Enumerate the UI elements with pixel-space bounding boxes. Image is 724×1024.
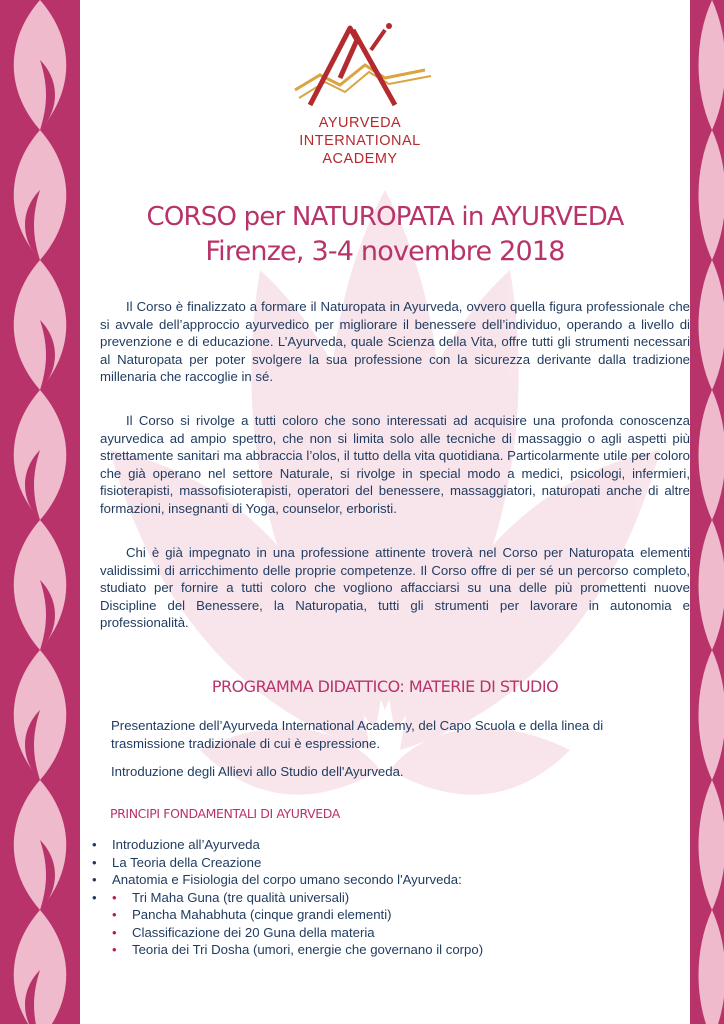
logo-wordmark bbox=[280, 114, 440, 168]
list-item: • • Tri Maha Guna (tre qualità universali) bbox=[90, 889, 483, 907]
list-item: • La Teoria della Creazione bbox=[90, 854, 483, 872]
right-decorative-border bbox=[690, 0, 724, 1024]
list-item: • Introduzione all’Ayurveda bbox=[90, 836, 483, 854]
logo-line-1: AYURVEDA bbox=[318, 115, 402, 131]
leaf-vine-pattern-icon bbox=[0, 0, 80, 1024]
list-item: • Pancha Mahabhuta (cinque grandi elementi) bbox=[90, 906, 483, 924]
page-title: CORSO per NATUROPATA in AYURVEDA bbox=[146, 202, 624, 232]
programma-item-2: Introduzione degli Allievi allo Studio dell'Ayurveda. bbox=[111, 764, 404, 779]
leaf-vine-pattern-icon bbox=[690, 0, 724, 1024]
event-location-date: Firenze, 3-4 novembre 2018 bbox=[205, 236, 565, 267]
principi-heading: PRINCIPI FONDAMENTALI DI AYURVEDA bbox=[110, 806, 340, 821]
list-item: • Anatomia e Fisiologia del corpo umano secondo l'Ayurveda: bbox=[90, 871, 483, 889]
intro-paragraph-2: Il Corso si rivolge a tutti coloro che sono interessati ad acquisire una profonda conoscenza ayurvedica ad ampio spettro, che non si limita solo alle tecniche di massaggio o agli aspetti più strettamente sanitari ma abbraccia l’olos, il tutto della vita quotidiana. Particolarmente utile per coloro che già operano nel settore Naturale, si rivolge in special modo a medici, psicologi, infermieri, fisioterapisti, massofisioterapisti, operatori del benessere, massaggiatori, naturopati anche di altre formazioni, insegnanti di Yoga, counselor, erboristi. bbox=[100, 413, 690, 516]
list-item: • Classificazione dei 20 Guna della materia bbox=[90, 924, 483, 942]
logo-line-2: INTERNATIONAL bbox=[299, 133, 421, 149]
principi-list bbox=[90, 836, 483, 959]
intro-paragraph-3: Chi è già impegnato in una professione attinente troverà nel Corso per Naturopata elementi validissimi di arricchimento delle proprie competenze. Il Corso offre di per sé un percorso completo, studiato per fornire a tutti coloro che vogliono affacciarsi su una delle più promettenti nuove Discipline del Benessere, la Naturopatia, tutti gli strumenti per lavorare in autonomia e professionalità. bbox=[100, 545, 690, 630]
sublist-container bbox=[90, 889, 483, 959]
academy-logo bbox=[280, 20, 440, 180]
aia-monogram-icon bbox=[285, 20, 435, 110]
logo-line-3: ACADEMY bbox=[322, 151, 398, 167]
left-decorative-border bbox=[0, 0, 80, 1024]
list-item: • Teoria dei Tri Dosha (umori, energie che governano il corpo) bbox=[90, 941, 483, 959]
page-content bbox=[80, 0, 690, 1024]
intro-paragraph-1: Il Corso è finalizzato a formare il Naturopata in Ayurveda, ovvero quella figura professionale che si avvale dell’approccio ayurvedico per migliorare il benessere dell’individuo, operando a livello di prevenzione e di educazione. L’Ayurveda, quale Scienza della Vita, offre tutti gli strumenti necessari al Naturopata per poter svolgere la sua professione con la sicurezza derivante dalla tradizione millenaria che raccoglie in sé. bbox=[100, 299, 690, 384]
programma-item-1: Presentazione dell’Ayurveda International Academy, del Capo Scuola e della linea di trasmissione tradizionale di cui è espressione. bbox=[111, 718, 604, 751]
anatomia-sublist bbox=[90, 889, 483, 959]
programma-heading: PROGRAMMA DIDATTICO: MATERIE DI STUDIO bbox=[211, 677, 559, 696]
